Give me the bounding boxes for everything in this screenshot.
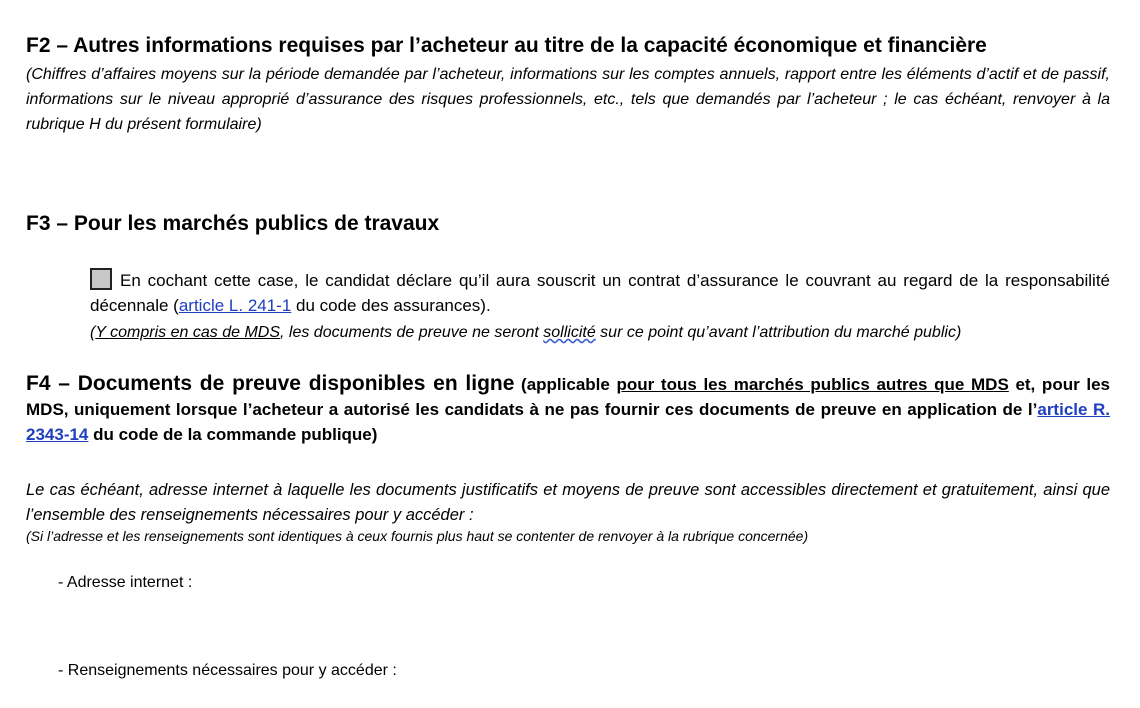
f3-checkbox-block [90,268,1110,318]
f2-description: (Chiffres d’affaires moyens sur la période demandée par l’acheteur, informations sur les comptes annuels, rapport entre les éléments d’actif et de passif, informations sur le niveau approprié d’assurance des risques professionnels, etc., tels que demandés par l’acheteur ; le cas échéant, renvoyer à la rubrique H du présent formulaire) [26,66,1110,133]
f4-heading [26,371,1110,447]
f4-description: Le cas échéant, adresse internet à laquelle les documents justificatifs et moyens de preuve sont accessibles directement et gratuitement, ainsi que l’ensemble des renseignements nécessaires pour y accéder : [26,481,1110,524]
f4-title: F4 – Documents de preuve disponibles en ligne [26,372,515,395]
f4-note: (Si l’adresse et les renseignements sont identiques à ceux fournis plus haut se contenter de renvoyer à la rubrique concernée) [26,528,809,544]
f3-checkbox-text-before: En cochant cette case, le candidat déclare qu’il aura souscrit un contrat d’assurance le couvrant au regard de la responsabilité décennale ( [90,271,1110,315]
f3-title: F3 – Pour les marchés publics de travaux [26,212,440,235]
f3-note-underlined: Y compris en cas de MDS [95,324,280,341]
f4-heading-part1: (applicable [514,375,617,394]
article-l241-1-link[interactable]: article L. 241-1 [178,296,292,315]
access-info-label: - Renseignements nécessaires pour y accéder : [58,662,397,679]
f3-note-middle: , les documents de preuve ne seront [280,324,544,341]
address-internet-label: - Adresse internet : [58,574,193,591]
f4-heading-part2: et, pour les MDS, uniquement lorsque l’acheteur a autorisé les candidats à ne pas fournir ces documents de preuve en application de l’ [26,375,1110,419]
insurance-checkbox[interactable] [90,268,112,290]
article-r2343-14-link[interactable]: article R. 2343-14 [26,400,1110,444]
f4-heading-underlined: pour tous les marchés publics autres que MDS [616,375,1009,394]
f3-checkbox-text-after: du code des assurances). [291,296,491,315]
f3-note-wavy: sollicité [543,324,596,341]
f4-heading-part3: du code de la commande publique) [88,425,378,444]
f3-note-open: ( [90,324,96,341]
f2-title: F2 – Autres informations requises par l’acheteur au titre de la capacité économique et financière [26,34,987,57]
f3-note [90,320,1110,345]
f3-note-end: sur ce point qu’avant l’attribution du marché public) [595,324,962,341]
